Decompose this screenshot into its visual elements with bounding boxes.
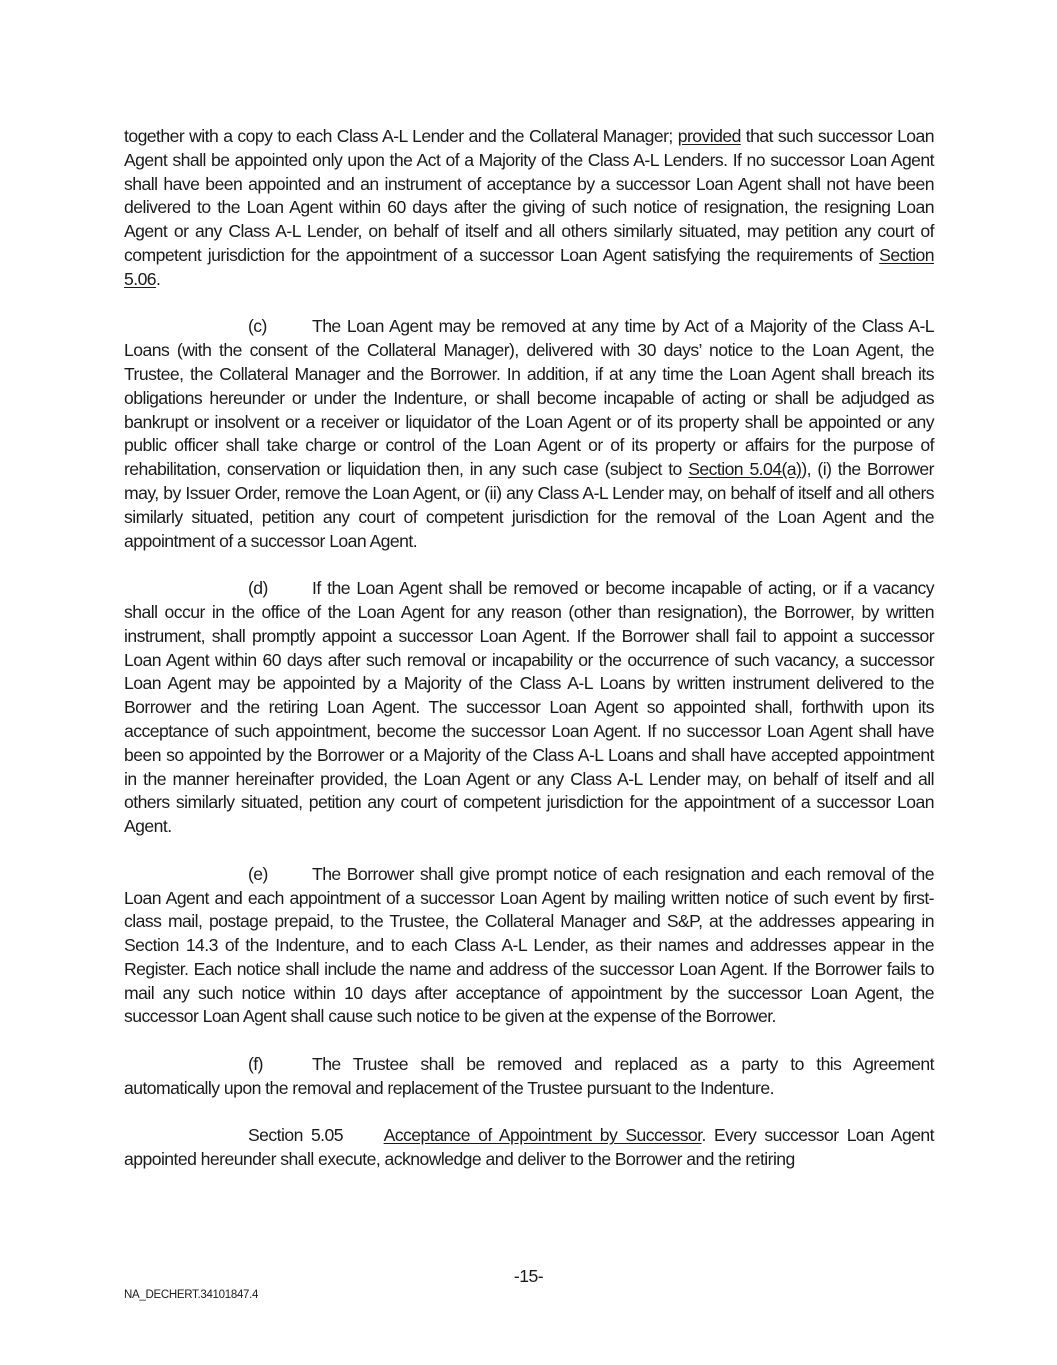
text: . Every successor Loan Agent appointed hereunder shall execute, acknowledge and deliver to the Borrower and the retiring (124, 1125, 934, 1170)
paragraph-b-continued (124, 125, 934, 292)
section-heading: Acceptance of Appointment by Successor (383, 1125, 702, 1146)
paragraph-c (124, 315, 934, 553)
text: The Loan Agent may be removed at any time by Act of a Majority of the Class A-L Loans (with the consent of the Collateral Manager), delivered with 30 days’ notice to the Loan Agent, the Trustee, the Collateral Manager and the Borrower. In addition, if at any time the Loan Agent shall breach its obligations hereunder or under the Indenture, or shall become incapable of acting or shall be adjudged as bankrupt or insolvent or a receiver or liquidator of the Loan Agent or of its property shall be appointed or any public officer shall take charge or control of the Loan Agent or of its property or affairs for the purpose of rehabilitation, conservation or liquidation then, in any such case (subject to (124, 316, 934, 480)
clause-label-c: (c) (248, 316, 267, 337)
text: ), (i) the Borrower may, by Issuer Order, remove the Loan Agent, or (ii) any Class A-L Lender may, on behalf of itself and all others similarly situated, petition any court of competent jurisdiction for the removal of the Loan Agent and the appointment of a successor Loan Agent. (124, 459, 934, 551)
document-body (124, 125, 934, 1196)
clause-label-d: (d) (248, 578, 268, 599)
section-5-06-reference: Section 5.06 (124, 244, 934, 289)
text: . (156, 268, 161, 289)
text: The Borrower shall give prompt notice of each resignation and each removal of the Loan Agent and each appointment of a successor Loan Agent by mailing written notice of such event by first-class mail, postage prepaid, to the Trustee, the Collateral Manager and S&P, at the addresses appearing in Section 14.3 of the Indenture, and to each Class A-L Lender, as their names and addresses appear in the Register. Each notice shall include the name and address of the successor Loan Agent. If the Borrower fails to mail any such notice within 10 days after acceptance of appointment by the successor Loan Agent, the successor Loan Agent shall cause such notice to be given at the expense of the Borrower. (124, 863, 934, 1027)
section-5-04a-reference: Section 5.04(a) (688, 459, 802, 480)
clause-label-f: (f) (248, 1054, 263, 1075)
page-number: -15- (513, 1266, 544, 1286)
document-id: NA_DECHERT.34101847.4 (124, 1289, 259, 1301)
text: The Trustee shall be removed and replaced as a party to this Agreement automatically upon the removal and replacement of the Trustee pursuant to the Indenture. (124, 1054, 934, 1098)
text: together with a copy to each Class A-L Lender and the Collateral Manager; (124, 126, 678, 146)
text: If the Loan Agent shall be removed or become incapable of acting, or if a vacancy shall occur in the office of the Loan Agent for any reason (other than resignation), the Borrower, by written instrument, shall promptly appoint a successor Loan Agent. If the Borrower shall fail to appoint a successor Loan Agent within 60 days after such removal or incapability or the occurrence of such vacancy, a successor Loan Agent may be appointed by a Majority of the Class A-L Loans by written instrument delivered to the Borrower and the retiring Loan Agent. The successor Loan Agent so appointed shall, forthwith upon its acceptance of such appointment, become the successor Loan Agent. If no successor Loan Agent shall have been so appointed by the Borrower or a Majority of the Class A-L Loans and shall have accepted appointment in the manner hereinafter provided, the Loan Agent or any Class A-L Lender may, on behalf of itself and all others similarly situated, petition any court of competent jurisdiction for the appointment of a successor Loan Agent. (124, 578, 934, 837)
text: that such successor Loan Agent shall be appointed only upon the Act of a Majority of the Class A-L Lenders. If no successor Loan Agent shall have been appointed and an instrument of acceptance by a successor Loan Agent shall not have been delivered to the Loan Agent within 60 days after the giving of such notice of resignation, the resigning Loan Agent or any Class A-L Lender, on behalf of itself and all others similarly situated, may petition any court of competent jurisdiction for the appointment of a successor Loan Agent satisfying the requirements of (124, 126, 935, 265)
section-number: Section 5.05 (248, 1125, 343, 1146)
section-5-05 (124, 1124, 934, 1172)
paragraph-d (124, 577, 934, 839)
paragraph-e (124, 863, 934, 1030)
provided-emphasis: provided (677, 126, 741, 146)
paragraph-f (124, 1053, 934, 1101)
clause-label-e: (e) (248, 863, 268, 884)
